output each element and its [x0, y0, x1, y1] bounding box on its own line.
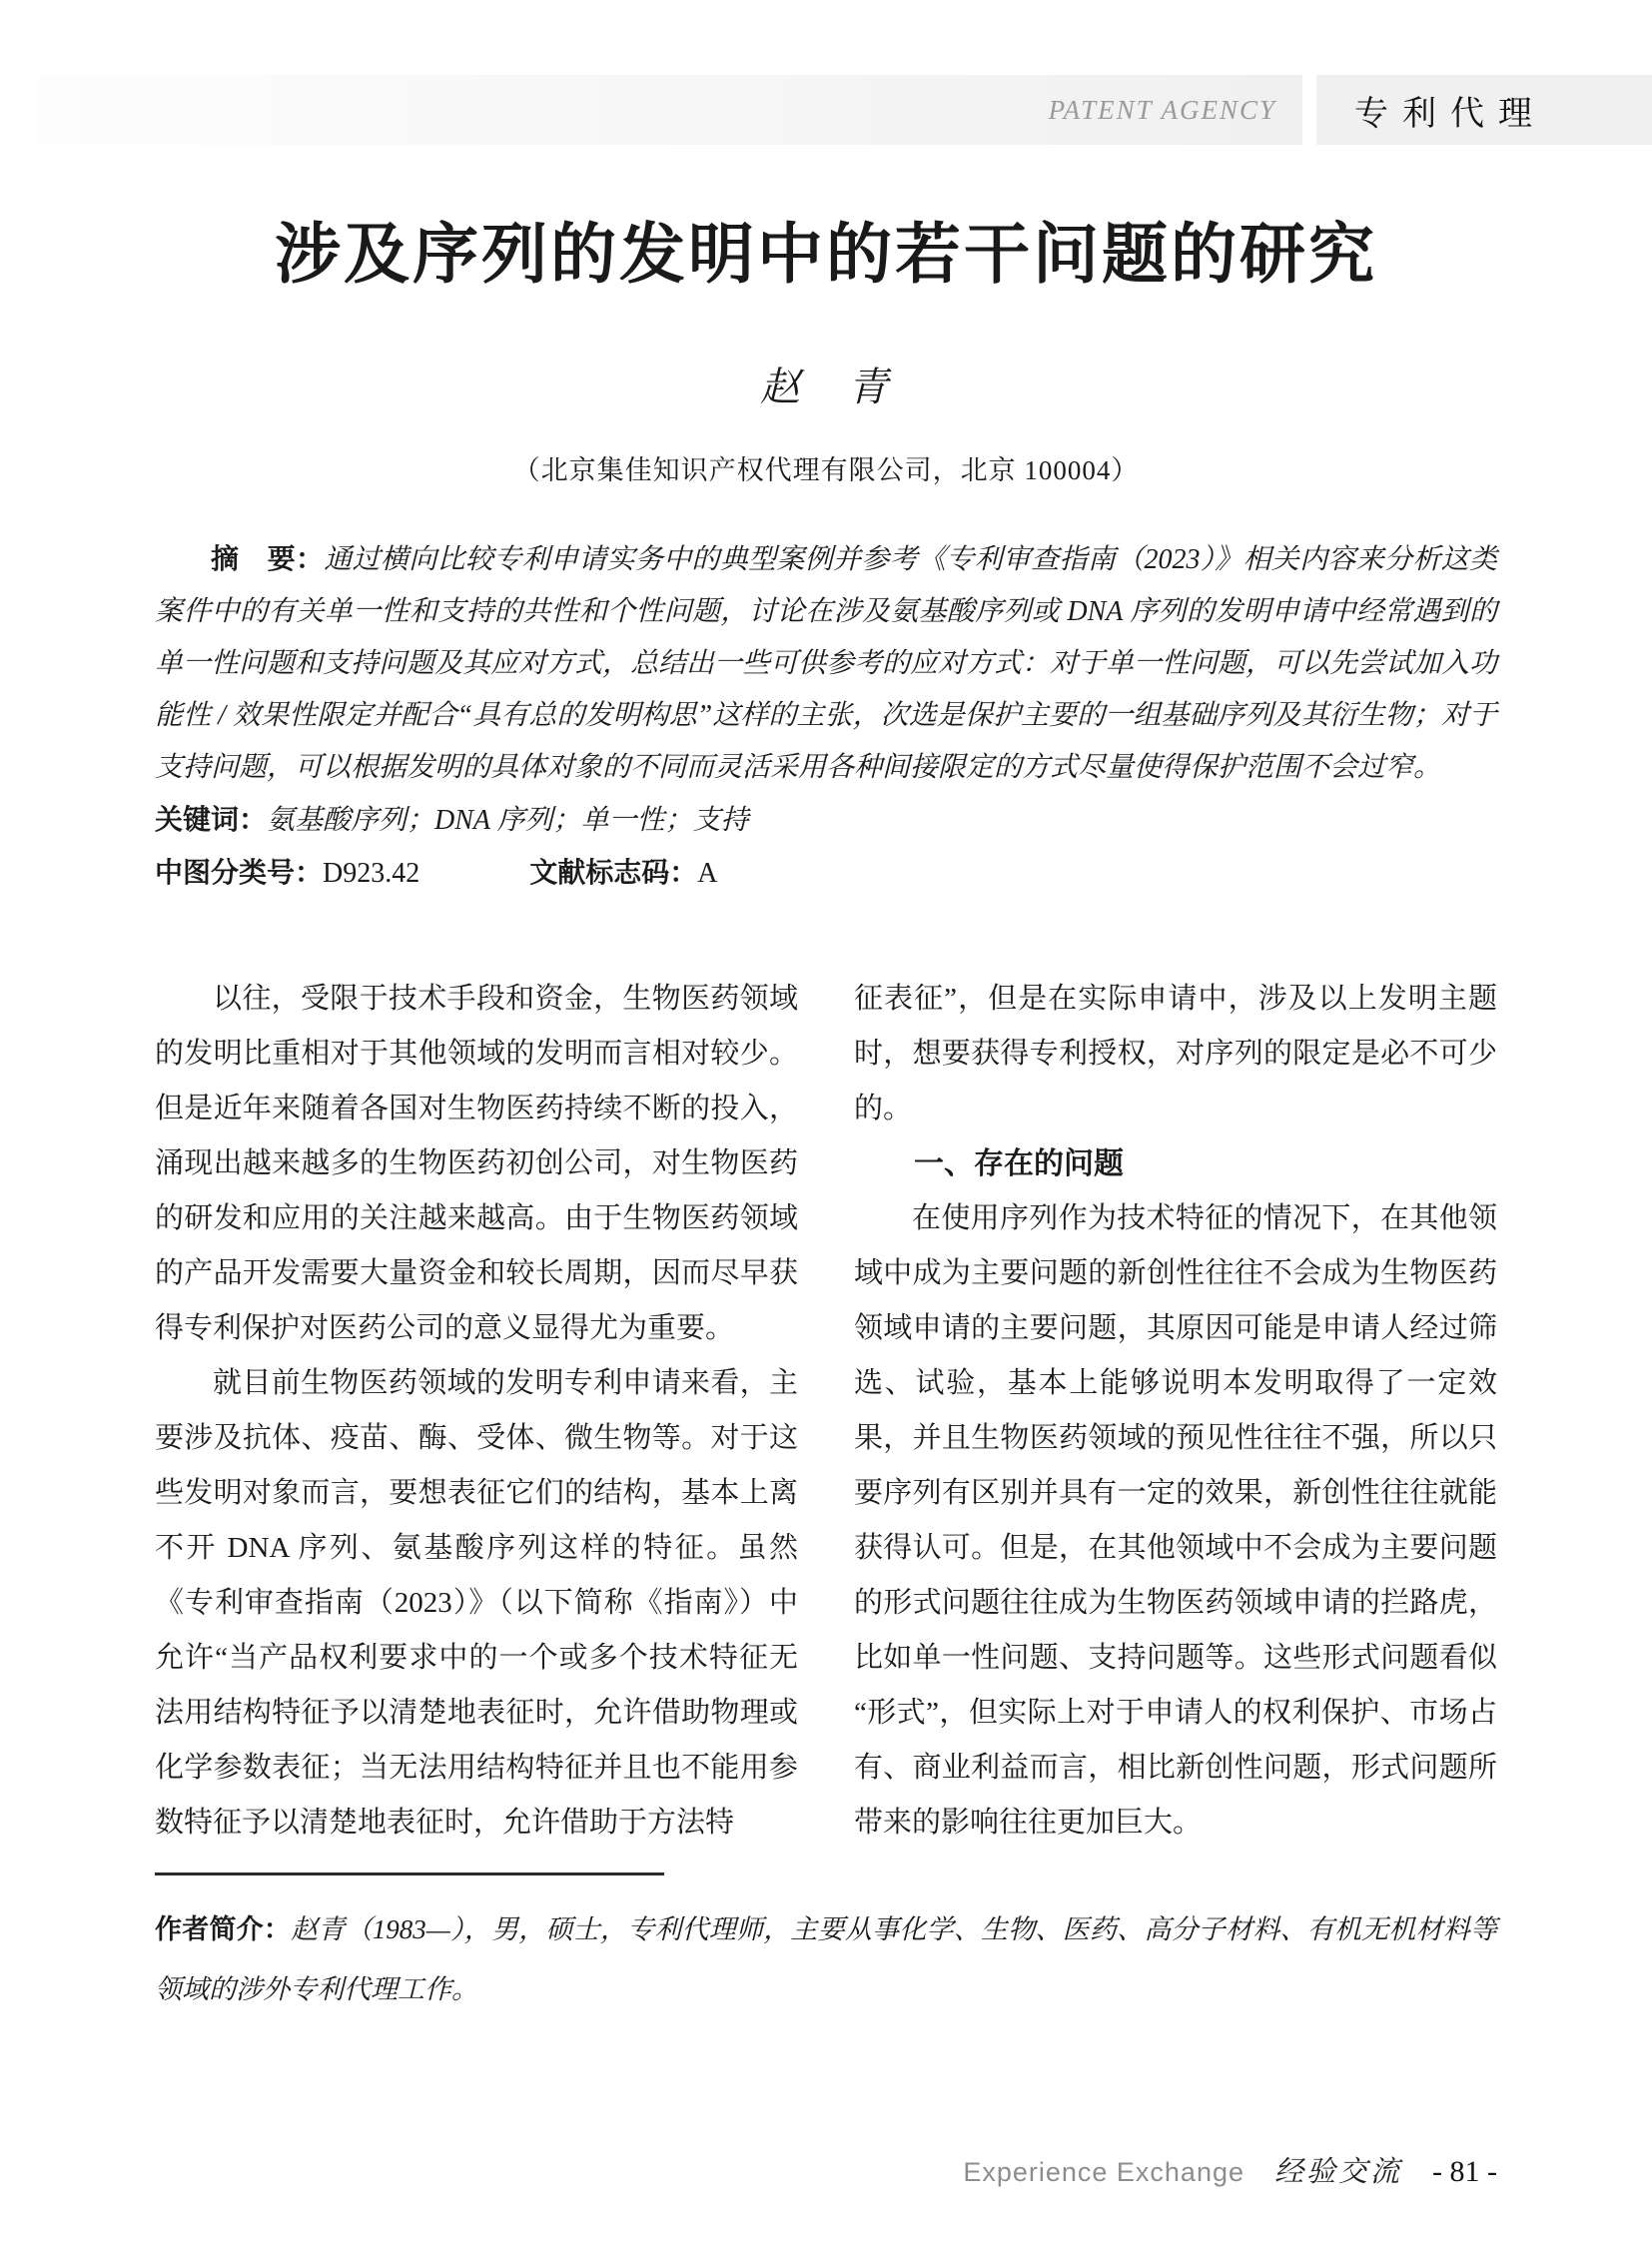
clc-label: 中图分类号：	[155, 856, 324, 888]
abstract-label: 摘 要：	[211, 542, 325, 574]
author-affiliation: （北京集佳知识产权代理有限公司，北京 100004）	[512, 454, 1140, 485]
clc-value: D923.42	[323, 857, 420, 889]
page-number: - 81 -	[1432, 2155, 1497, 2188]
paragraph-continuation: 征表征”，但是在实际申请中，涉及以上发明主题时，想要获得专利授权，对序列的限定是必不可少的。	[854, 982, 1497, 1124]
abstract	[155, 533, 1497, 794]
footnote	[155, 1872, 1497, 2019]
doc-code-value: A	[697, 857, 718, 889]
paragraph: 在使用序列作为技术特征的情况下，在其他领域中成为主要问题的新创性往往不会成为生物医药领域申请的主要问题，其原因可能是申请人经过筛选、试验，基本上能够说明本发明取得了一定效果，并且生物医药领域的预见性往往不强，所以只要序列有区别并具有一定的效果，新创性往往就能获得认可。但是，在其他领域中不会成为主要问题的形式问题往往成为生物医药领域申请的拦路虎，比如单一性问题、支持问题等。这些形式问题看似“形式”，但实际上对于申请人的权利保护、市场占有、商业利益而言，相比新创性问题，形式问题所带来的影响往往更加巨大。	[854, 1201, 1497, 1839]
keywords-line	[155, 794, 1497, 847]
page-header	[38, 75, 1652, 145]
keywords-text: 氨基酸序列；DNA 序列；单一性；支持	[267, 804, 749, 836]
doc-code-label: 文献标志码：	[529, 856, 698, 888]
footer-column-zh: 经验交流	[1274, 2156, 1403, 2188]
right-column	[854, 972, 1497, 1851]
abstract-text: 通过横向比较专利申请实务中的典型案例并参考《专利审查指南（2023）》相关内容来分析这类案件中的有关单一性和支持的共性和个性问题，讨论在涉及氨基酸序列或 DNA 序列的发明申请中经常遇到的单一性问题和支持问题及其应对方式，总结出一些可供参考的应对方式：对于单一性问题，可以先尝试加入功能性 / 效果性限定并配合“具有总的发明构思”这样的主张，次选是保护主要的一组基础序列及其衍生物；对于支持问题，可以根据发明的具体对象的不同而灵活采用各种间接限定的方式尽量使得保护范围不会过窄。	[155, 543, 1498, 783]
page-footer	[963, 2149, 1497, 2190]
body-columns	[155, 972, 1497, 1851]
header-band	[38, 75, 1302, 145]
author-bio	[155, 1899, 1497, 2019]
author-bio-label: 作者简介：	[155, 1913, 292, 1944]
left-column	[155, 972, 798, 1851]
article-title: 涉及序列的发明中的若干问题的研究	[275, 219, 1377, 292]
section-heading: 一、存在的问题	[914, 1146, 1124, 1180]
footnote-rule	[155, 1872, 664, 1875]
paragraph: 就目前生物医药领域的发明专利申请来看，主要涉及抗体、疫苗、酶、受体、微生物等。对于这些发明对象而言，要想表征它们的结构，基本上离不开 DNA 序列、氨基酸序列这样的特征。虽然《专利审查指南（2023）》（以下简称《指南》）中允许“当产品权利要求中的一个或多个技术特征无法用结构特征予以清楚地表征时，允许借助物理或化学参数表征；当无法用结构特征并且也不能用参数特征予以清楚地表征时，允许借助于方法特	[155, 1366, 798, 1839]
journal-name-en: PATENT AGENCY	[1048, 94, 1276, 125]
classification-line	[155, 847, 1497, 900]
author-bio-text: 赵青（1983—），男，硕士，专利代理师，主要从事化学、生物、医药、高分子材料、有机无机材料等领域的涉外专利代理工作。	[155, 1913, 1497, 2004]
section-name: 专利代理	[1354, 94, 1546, 133]
section-tab	[1316, 75, 1652, 145]
paragraph: 以往，受限于技术手段和资金，生物医药领域的发明比重相对于其他领域的发明而言相对较少。但是近年来随着各国对生物医药持续不断的投入，涌现出越来越多的生物医药初创公司，对生物医药的研发和应用的关注越来越高。由于生物医药领域的产品开发需要大量资金和较长周期，因而尽早获得专利保护对医药公司的意义显得尤为重要。	[155, 982, 798, 1344]
header-divider	[1302, 75, 1316, 145]
footer-column-en: Experience Exchange	[963, 2157, 1244, 2187]
author-name: 赵 青	[760, 364, 892, 409]
keywords-label: 关键词：	[155, 803, 268, 835]
